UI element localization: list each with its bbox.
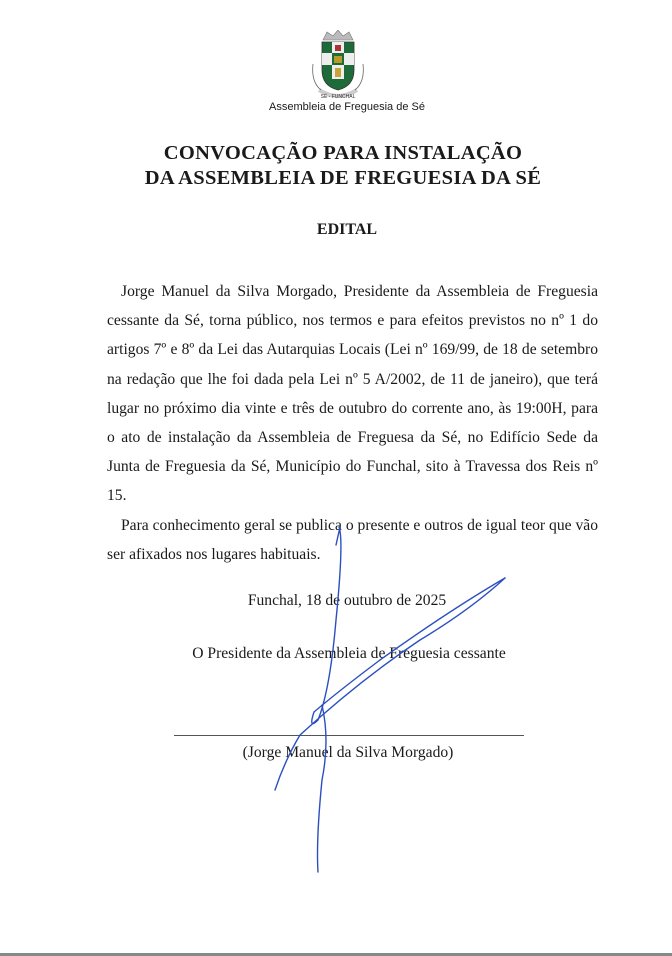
signatory-name: (Jorge Manuel da Silva Morgado) (242, 744, 454, 761)
svg-text:SÉ - FUNCHAL: SÉ - FUNCHAL (320, 94, 356, 100)
document-body (107, 277, 598, 569)
title-line-1: CONVOCAÇÃO PARA INSTALAÇÃO (163, 142, 523, 164)
paragraph: Jorge Manuel da Silva Morgado, Presidente da Assembleia de Freguesia cessante da Sé, torna público, nos termos e para efeitos previstos no nº 1 do artigos 7º e 8º da Lei das Autarquias Locais (Lei nº 169/99, de 18 de setembro na redação que lhe foi dada pela Lei nº 5 A/2002, de 11 de janeiro), que terá lugar no próximo dia vinte e três de outubro do corrente ano, às 19:00H, para o ato de instalação da Assembleia de Freguesa da Sé, no Edifício Sede da Junta de Freguesia da Sé, Município do Funchal, sito à Travessa dos Reis nº 15. (107, 283, 598, 505)
organization-name: Assembleia de Freguesia de Sé (269, 101, 425, 113)
signatory-title: O Presidente da Assembleia de Freguesia cessante (192, 645, 506, 662)
document-title (0, 141, 672, 191)
place-date: Funchal, 18 de outubro de 2025 (247, 592, 447, 609)
signature-line (174, 735, 524, 736)
paragraph: Para conhecimento geral se publica o presente e outros de igual teor que vão ser afixados nos lugares habituais. (107, 516, 598, 563)
coat-of-arms-logo (307, 30, 369, 102)
title-line-2: DA ASSEMBLEIA DE FREGUESIA DA SÉ (144, 167, 542, 189)
document-subtitle: EDITAL (316, 221, 378, 238)
